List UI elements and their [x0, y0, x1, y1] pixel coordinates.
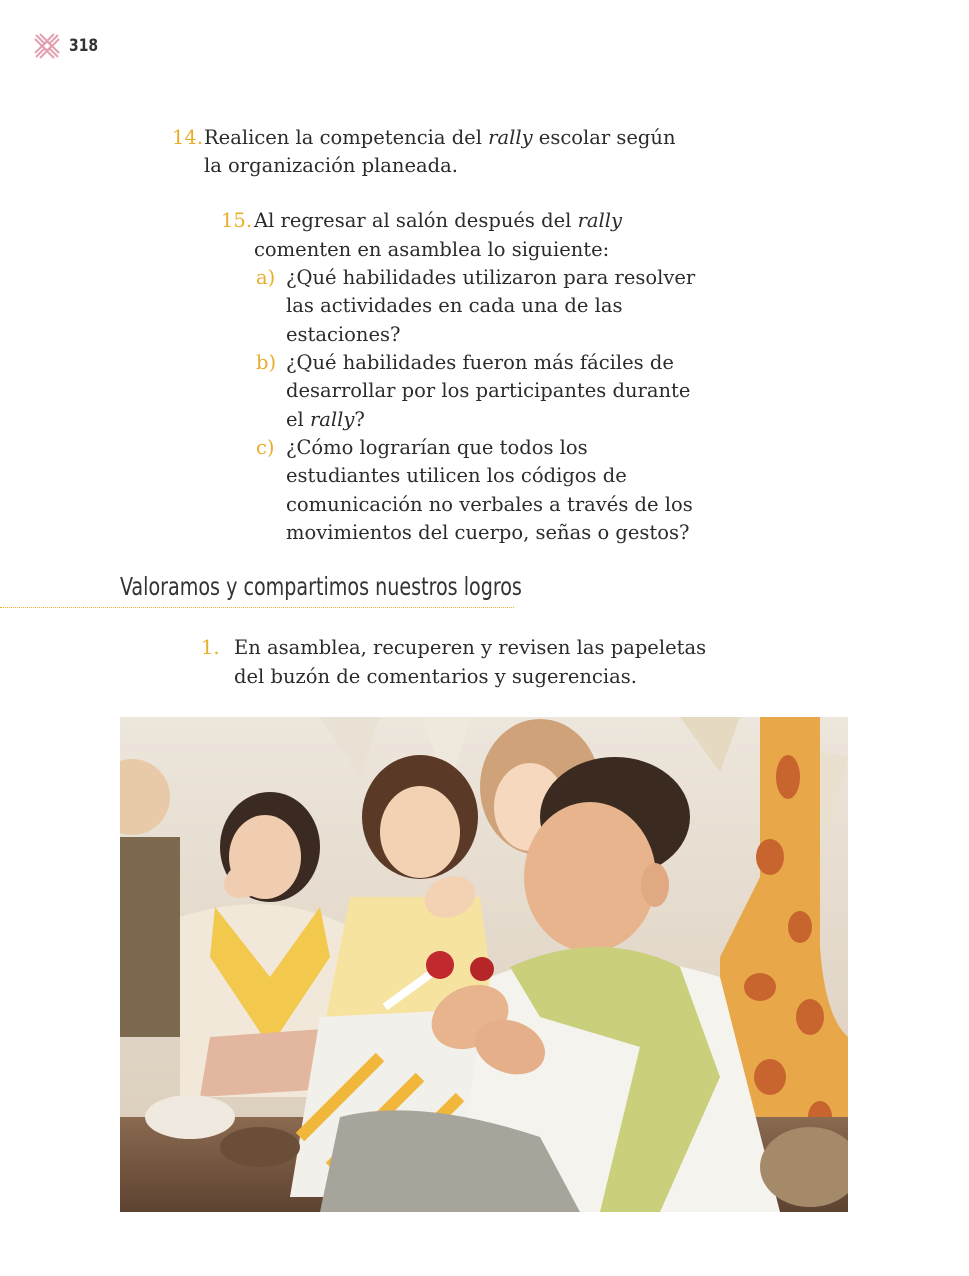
- item-15b-line-3: el rally?: [286, 408, 365, 431]
- item-15-line-2: comenten en asamblea lo siguiente:: [254, 238, 610, 261]
- page-number: 318: [69, 36, 99, 56]
- item-15c-line-2: estudiantes utilicen los códigos de: [286, 464, 627, 487]
- item-15c-line-4: movimientos del cuerpo, señas o gestos?: [286, 521, 690, 544]
- item-1-line-2: del buzón de comentarios y sugerencias.: [234, 665, 637, 688]
- item-14-line-2: la organización planeada.: [204, 154, 458, 177]
- children-clapping-photo: [120, 717, 848, 1212]
- photo-illustration: [120, 717, 848, 1212]
- section-divider: [0, 607, 514, 608]
- item-15a-letter: a): [256, 266, 276, 289]
- item-15c-line-3: comunicación no verbales a través de los: [286, 493, 693, 516]
- section-heading: Valoramos y compartimos nuestros logros: [120, 572, 522, 601]
- item-15a-line-3: estaciones?: [286, 323, 401, 346]
- item-15b-line-1: ¿Qué habilidades fueron más fáciles de: [286, 351, 674, 374]
- item-15b-letter: b): [256, 351, 277, 374]
- decorative-logo-icon: [33, 32, 61, 60]
- item-14-number: 14.: [172, 126, 204, 149]
- item-14-line-1: Realicen la competencia del rally escolar según: [204, 126, 676, 149]
- item-15-line-1: Al regresar al salón después del rally: [254, 209, 623, 232]
- item-15c-letter: c): [256, 436, 275, 459]
- item-15c-line-1: ¿Cómo lograrían que todos los: [286, 436, 588, 459]
- item-1-number: 1.: [201, 636, 220, 659]
- item-15b-line-2: desarrollar por los participantes durante: [286, 379, 691, 402]
- item-15-number: 15.: [221, 209, 253, 232]
- item-15a-line-1: ¿Qué habilidades utilizaron para resolver: [286, 266, 696, 289]
- item-15a-line-2: las actividades en cada una de las: [286, 294, 623, 317]
- item-1-line-1: En asamblea, recuperen y revisen las papeletas: [234, 636, 707, 659]
- page-header: [33, 32, 105, 60]
